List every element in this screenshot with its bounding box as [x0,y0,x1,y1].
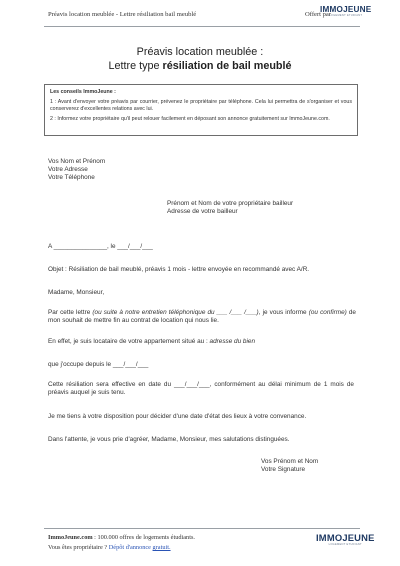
advice-tip-2: 2 : Informez votre propriétaire qu'il peut relouer facilement en déposant son annonce gratuitement sur ImmoJeune.com. [50,116,330,122]
recipient-block [167,200,293,216]
advice-box [44,84,358,136]
footer-owner-question: Vous êtes propriétaire ? [48,544,109,551]
object-line: Objet : Résiliation de bail meublé, préavis 1 mois - lettre envoyée en recommandé avec A/R. [48,266,310,273]
logo-text: IMMOJEUNE [320,5,372,14]
paragraph-closing: Dans l'attente, je vous prie d'agréer, Madame, Monsieur, mes salutations distinguées. [48,436,290,443]
p1-part-d: (ou confirme) [308,309,347,316]
signature-name: Vos Prénom et Nom [261,458,319,465]
paragraph-effective-date: Cette résiliation sera effective en date du ___/___/___, conformément au délai minimum de 1 mois de préavis auquel je suis tenu. [48,381,354,397]
header-title: Préavis location meublée - Lettre résiliation bail meublé [48,11,197,18]
p2-part-b: adresse du bien [209,338,256,345]
p1-part-b: (ou suite à notre entretien téléphonique du ___ /___ /___) [92,309,259,316]
signature-block [261,458,318,474]
salutation: Madame, Monsieur, [48,289,105,296]
header-divider [44,26,360,27]
paragraph-since: que j'occupe depuis le ___/___/___ [48,361,149,368]
footer-site: ImmoJeune.com [48,534,93,541]
paragraph-tenant [48,338,358,346]
title-prefix: Lettre type [108,60,163,72]
footer-line-1 [48,534,195,541]
title-bold: résiliation de bail meublé [162,60,292,72]
sender-address: Votre Adresse [48,166,88,174]
footer-free-link[interactable]: gratuit. [152,544,171,551]
sender-block [48,158,105,183]
paragraph-availability: Je me tiens à votre disposition pour décider d'une date d'état des lieux à votre convenance. [48,413,307,420]
footer-logo-tagline: LOGEMENT ETUDIANT [328,543,362,546]
footer-logo-text: IMMOJEUNE [316,532,375,543]
recipient-address: Adresse de votre bailleur [167,208,238,216]
logo-tagline: LOGEMENT ETUDIANT [329,14,363,17]
document-title-line1: Préavis location meublée : [136,46,264,58]
p1-part-e: de mon souhait de mettre fin au contrat de location qui nous lie. [48,309,356,325]
footer-line-2 [48,544,171,551]
document-title-line2 [0,60,400,72]
footer-ad-link[interactable]: Dépôt d'annonce [108,544,153,551]
recipient-name: Prénom et Nom de votre propriétaire bailleur [167,200,294,207]
paragraph-intent [48,309,356,325]
footer-divider [44,528,360,529]
footer-logo [316,532,375,546]
p1-part-a: Par cette lettre [48,309,93,316]
date-line: A _______________, le ___/___/___ [48,243,153,250]
advice-tip-1: 1 : Avant d'envoyer votre préavis par courrier, prévenez le propriétaire par téléphone. Cela lui permettra de s'organiser et vous conserverez d'excellentes relations avec lui. [50,99,352,112]
p1-part-c: , je vous informe [258,309,309,316]
footer-offers-text: : 100.000 offres de logements étudiants. [92,534,195,541]
signature-line: Votre Signature [261,466,306,474]
p2-part-a: En effet, je suis locataire de votre appartement situé au : [48,338,210,345]
advice-title: Les conseils ImmoJeune : [50,89,116,95]
sender-name: Vos Nom et Prénom [48,158,106,165]
immojeune-logo [320,5,371,17]
header-offert-label: Offert par [305,11,332,18]
sender-phone: Votre Téléphone [48,174,95,182]
